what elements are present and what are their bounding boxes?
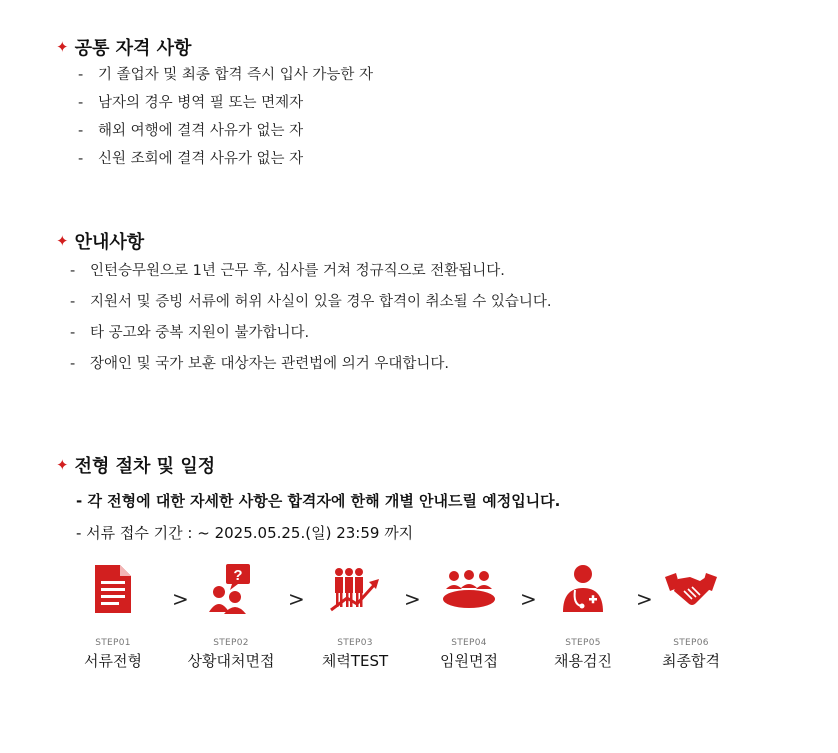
doctor-icon	[528, 560, 638, 618]
guide-title-text: 안내사항	[74, 232, 145, 253]
process-notice: - 각 전형에 대한 자세한 사항은 합격자에 한해 개별 안내드릴 예정입니다.	[76, 492, 561, 510]
step-arrow: >	[520, 587, 537, 611]
list-item: - 인턴승무원으로 1년 근무 후, 심사를 거쳐 정규직으로 전환됩니다.	[70, 263, 505, 279]
svg-text:?: ?	[233, 567, 243, 584]
step-arrow: >	[172, 587, 189, 611]
meeting-table-icon	[414, 560, 524, 618]
step-5: STEP05 채용검진	[528, 560, 638, 671]
step-2: ? STEP02 상황대처면접	[176, 560, 286, 671]
list-item: - 지원서 및 증빙 서류에 허위 사실이 있을 경우 합격이 취소될 수 있습니다.	[70, 294, 552, 310]
process-steps	[78, 560, 738, 680]
qualification-title	[56, 34, 191, 60]
process-title	[56, 452, 215, 478]
process-title-text: 전형 절차 및 일정	[74, 456, 216, 477]
list-item: - 장애인 및 국가 보훈 대상자는 관련법에 의거 우대합니다.	[70, 356, 450, 372]
list-item: - 남자의 경우 병역 필 또는 면제자	[78, 95, 304, 111]
question-people-icon	[176, 560, 286, 618]
star-icon: ✦	[56, 38, 69, 56]
step-1: STEP01 서류전형	[58, 560, 168, 671]
application-period: - 서류 접수 기간 : ~ 2025.05.25.(일) 23:59 까지	[76, 524, 414, 542]
step-3: STEP03 체력TEST	[300, 560, 410, 671]
list-item: - 해외 여행에 결격 사유가 없는 자	[78, 123, 304, 139]
step-arrow: >	[404, 587, 421, 611]
qualification-list	[78, 61, 373, 173]
step-6: STEP06 최종합격	[636, 560, 746, 671]
star-icon: ✦	[56, 456, 69, 474]
document-icon	[58, 560, 168, 618]
handshake-icon	[636, 560, 746, 618]
qualification-title-text: 공통 자격 사항	[74, 38, 192, 59]
list-item: - 타 공고와 중복 지원이 불가합니다.	[70, 325, 310, 341]
list-item: - 기 졸업자 및 최종 합격 즉시 입사 가능한 자	[78, 67, 373, 83]
star-icon: ✦	[56, 232, 69, 250]
step-4: STEP04 임원면접	[414, 560, 524, 671]
step-arrow: >	[636, 587, 653, 611]
guide-list	[70, 256, 552, 380]
step-arrow: >	[288, 587, 305, 611]
guide-title	[56, 228, 144, 254]
growth-people-icon	[300, 560, 410, 618]
list-item: - 신원 조회에 결격 사유가 없는 자	[78, 151, 304, 167]
